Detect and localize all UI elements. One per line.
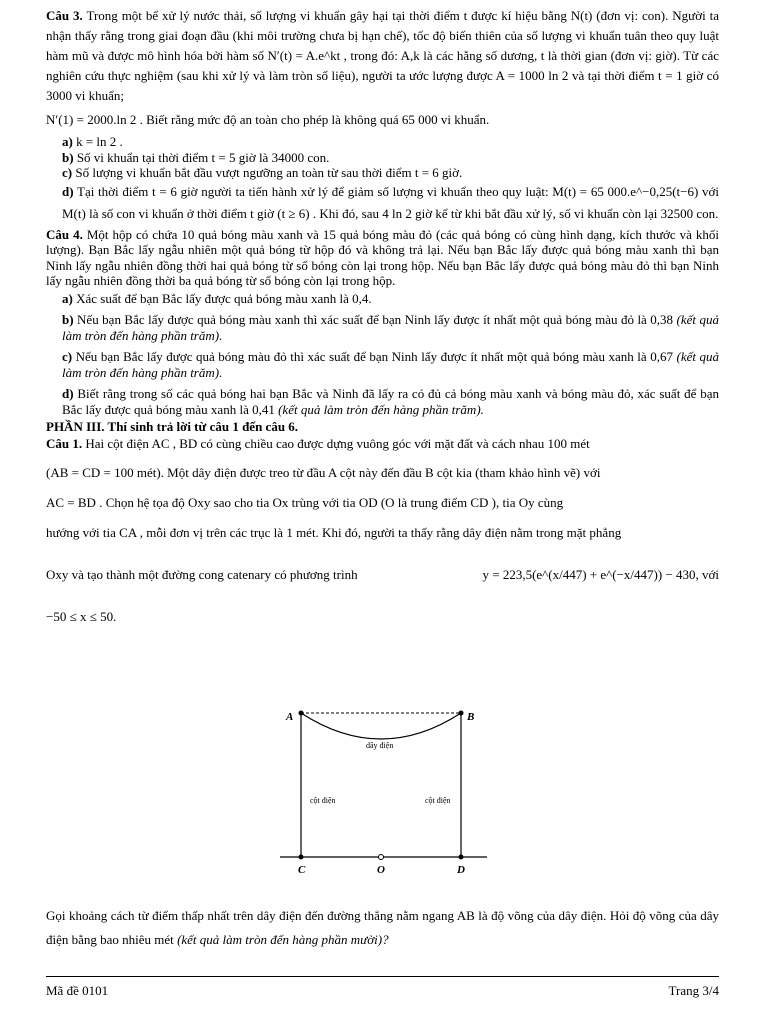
question-3 bbox=[46, 6, 719, 225]
label-b: B bbox=[467, 711, 475, 723]
wire-curve bbox=[301, 713, 461, 739]
p3q1-line-4: hướng với tia CA , mỗi đơn vị trên các trục là 1 mét. Khi đó, người ta thấy rằng dây điện nằm trong mặt phẳng bbox=[46, 525, 622, 540]
q3-label: Câu 3. bbox=[46, 8, 83, 23]
power-line-figure bbox=[270, 703, 500, 903]
q4-stem: Câu 4. Một hộp có chứa 10 quả bóng màu xanh và 15 quả bóng màu đỏ (các quả bóng có cùng hình dạng, kích thước và khối lượng). Bạn Bắc lấy ngẫu nhiên một quả bóng từ hộp đó và không trả lại. Nếu bạn Bắc lấy được quả bóng màu xanh thì bạn Ninh lấy ngẫu nhiên đồng thời hai quả bóng từ số bóng còn lại trong hộp. Nếu bạn Bắc lấy được quả bóng màu đỏ thì bạn Ninh lấy ngẫu nhiên đồng thời ba quả bóng từ số bóng còn lại trong hộp. bbox=[46, 226, 720, 288]
p3q1-line-1: Câu 1. Hai cột điện AC , BD có cùng chiều cao được dựng vuông góc với mặt đất và cách nhau 100 mét bbox=[46, 436, 590, 451]
p3q1-line-3: AC = BD . Chọn hệ tọa độ Oxy sao cho tia Ox trùng với tia OD (O là trung điểm CD ), tia Oy cùng bbox=[46, 495, 564, 510]
pole-right-label: cột điện bbox=[425, 796, 451, 805]
p3q1-question: Gọi khoảng cách từ điểm thấp nhất trên dây điện đến đường thẳng nằm ngang AB là độ võng của dây điện. Hỏi độ võng của dây điện bằng bao nhiêu mét (kết quả làm tròn đến hàng phần mười)? bbox=[46, 908, 719, 947]
page-footer bbox=[46, 976, 719, 998]
q3-stem bbox=[46, 6, 719, 106]
point-a bbox=[299, 711, 304, 716]
exam-code: Mã đề 0101 bbox=[46, 983, 109, 998]
q3-stem-text: Trong một bể xử lý nước thải, số lượng vi khuẩn gây hại tại thời điểm t được kí hiệu bằng N(t) (đơn vị: con). Người ta nhận thấy rằng trong giai đoạn đầu (khi môi trường chưa bị hạn chế), tốc độ biến thiên của số lượng vi khuẩn tuân theo quy luật hàm mũ và được mô hình hóa bởi hàm số N′(t) = A.e^kt , trong đó: A,k là các hằng số dương, t là thời gian (đơn vị: giờ). Từ các nghiên cứu thực nghiệm (sau khi xử lý và làm tròn số liệu), người ta ước lượng được A = 1000 ln 2 và tại thời điểm t = 1 giờ có 3000 vi khuẩn; bbox=[46, 8, 720, 103]
q3-option-b: b) Số vi khuẩn tại thời điểm t = 5 giờ là 34000 con. bbox=[62, 149, 330, 165]
part-3-heading: PHẦN III. Thí sinh trả lời từ câu 1 đến câu 6. bbox=[46, 419, 299, 434]
q4-option-a: a) Xác suất để bạn Bắc lấy được quả bóng màu xanh là 0,4. bbox=[62, 290, 372, 306]
point-d bbox=[459, 855, 464, 860]
label-c: C bbox=[298, 864, 306, 876]
q3-option-d: d) Tại thời điểm t = 6 giờ người ta tiến hành xử lý để giảm số lượng vi khuẩn theo quy luật: M(t) = 65 000.e^−0,25(t−6) với M(t) là số con vi khuẩn ở thời điểm t giờ (t ≥ 6) . Khi đó, sau 4 ln 2 giờ kể từ khi bắt đầu xử lý, số vi khuẩn còn lại 32500 con. bbox=[62, 183, 720, 221]
point-b bbox=[459, 711, 464, 716]
page-content bbox=[46, 6, 719, 627]
question-4 bbox=[46, 227, 719, 418]
p3q1-line-5: Oxy và tạo thành một đường cong catenary có phương trình y = 223,5(e^(x/447) + e^(−x/447)) − 430, với bbox=[46, 565, 719, 585]
q3-option-a: a) k = ln 2 . bbox=[62, 134, 123, 149]
point-c bbox=[299, 855, 304, 860]
q4-label: Câu 4. bbox=[46, 226, 83, 242]
q4-option-b: b) Nếu bạn Bắc lấy được quả bóng màu xanh thì xác suất để bạn Ninh lấy được ít nhất một quả bóng màu đỏ là 0,38 (kết quả làm tròn đến hàng phần trăm). bbox=[62, 312, 720, 343]
p3q1-line-2: (AB = CD = 100 mét). Một dây điện được treo từ đầu A cột này đến đầu B cột kia (tham khảo hình vẽ) với bbox=[46, 465, 601, 480]
q3-option-c: c) Số lượng vi khuẩn bắt đầu vượt ngưỡng an toàn từ sau thời điểm t = 6 giờ. bbox=[62, 165, 463, 180]
wire-label: dây điện bbox=[366, 741, 394, 750]
q4-option-c: c) Nếu bạn Bắc lấy được quả bóng màu đỏ thì xác suất để bạn Ninh lấy được ít nhất một quả bóng màu xanh là 0,67 (kết quả làm tròn đến hàng phần trăm). bbox=[62, 349, 719, 380]
point-o bbox=[379, 855, 384, 860]
catenary-equation: y = 223,5(e^(x/447) + e^(−x/447)) − 430, với bbox=[482, 567, 719, 582]
q3-stem-2: N′(1) = 2000.ln 2 . Biết rằng mức độ an toàn cho phép là không quá 65 000 vi khuẩn. bbox=[46, 112, 490, 127]
p3q1-line-6: −50 ≤ x ≤ 50. bbox=[46, 609, 117, 624]
label-o: O bbox=[377, 864, 385, 876]
page-number: Trang 3/4 bbox=[668, 983, 719, 998]
label-a: A bbox=[286, 711, 294, 723]
label-d: D bbox=[457, 864, 465, 876]
pole-left-label: cột điện bbox=[310, 796, 336, 805]
q4-option-d: d) Biết rằng trong số các quả bóng hai bạn Bắc và Ninh đã lấy ra có đủ cả bóng màu xanh và bóng màu đỏ, xác suất để bạn Bắc lấy được quả bóng màu xanh là 0,41 (kết quả làm tròn đến hàng phần trăm). bbox=[62, 386, 719, 417]
part3-question-1 bbox=[46, 435, 719, 627]
